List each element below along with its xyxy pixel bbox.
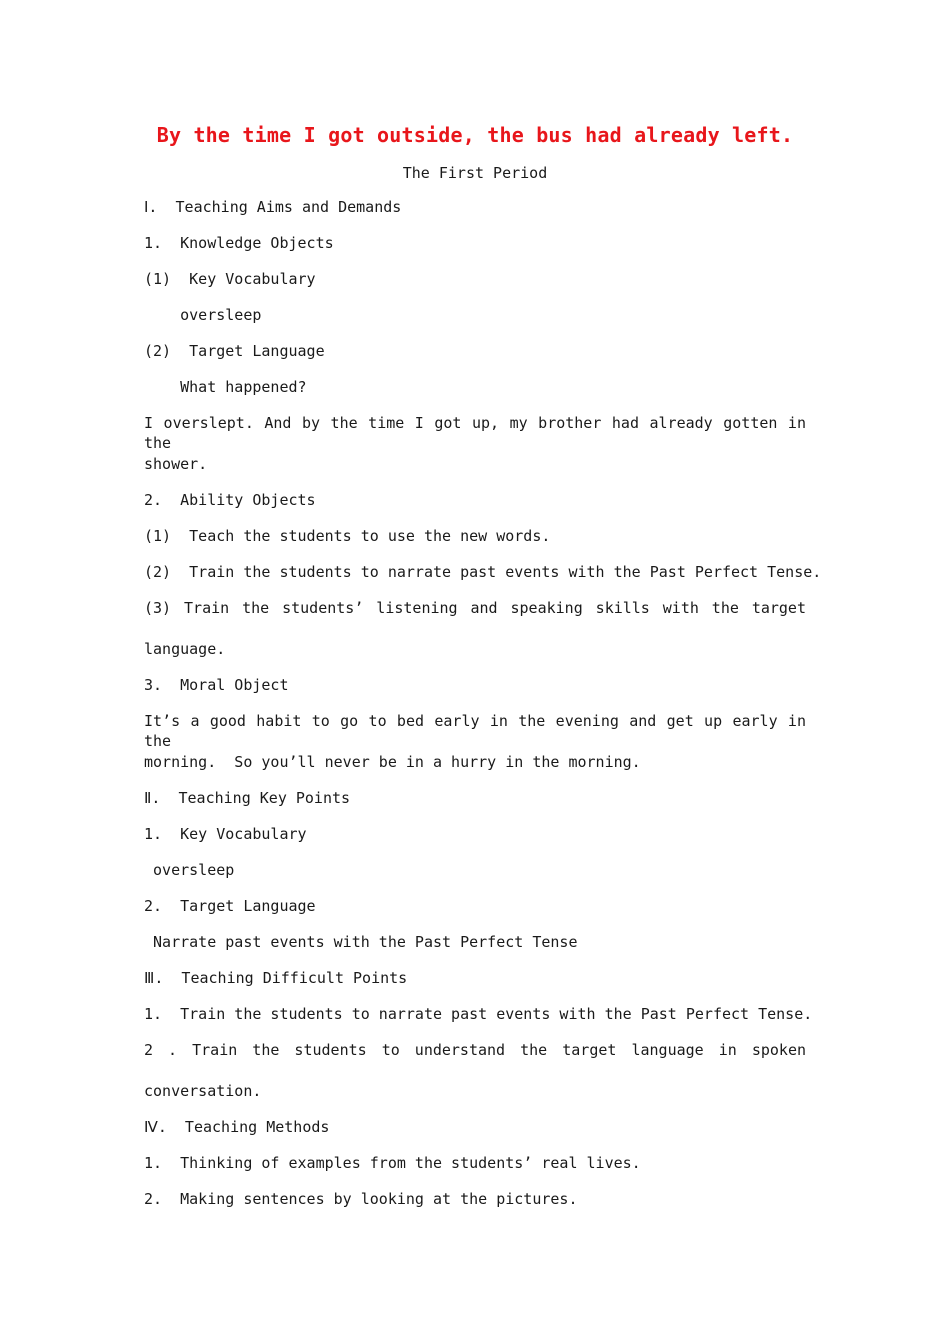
ability-item-2: (2) Train the students to narrate past events with the Past Perfect Tense.	[144, 563, 822, 581]
subsection-moral-object: 3. Moral Object	[144, 676, 289, 694]
period-subtitle: The First Period	[402, 164, 548, 182]
subsection-knowledge-objects: 1. Knowledge Objects	[144, 234, 334, 252]
ability-item-1: (1) Teach the students to use the new words.	[144, 527, 551, 545]
key-points-vocabulary: 1. Key Vocabulary	[144, 825, 307, 843]
section-heading-key-points: Ⅱ. Teaching Key Points	[144, 789, 351, 807]
item-key-vocabulary: (1) Key Vocabulary	[144, 270, 316, 288]
ability-item-3-line-1: (3) Train the students’ listening and speaking skills with the target	[144, 599, 806, 617]
key-points-narrate: Narrate past events with the Past Perfect Tense	[144, 933, 578, 951]
item-target-language: (2) Target Language	[144, 342, 325, 360]
difficult-point-2-line-2: conversation.	[144, 1082, 262, 1100]
method-1: 1. Thinking of examples from the students’ real lives.	[144, 1154, 641, 1172]
document-title: By the time I got outside, the bus had already left.	[156, 123, 794, 147]
subsection-ability-objects: 2. Ability Objects	[144, 491, 316, 509]
vocabulary-word: oversleep	[144, 306, 262, 324]
target-answer-line-2: shower.	[144, 455, 208, 473]
section-heading-methods: Ⅳ. Teaching Methods	[144, 1118, 330, 1136]
moral-text-line-2: morning. So you’ll never be in a hurry in the morning.	[144, 753, 641, 771]
key-points-target-language: 2. Target Language	[144, 897, 316, 915]
target-question: What happened?	[144, 378, 307, 396]
moral-text-line-1: It’s a good habit to go to bed early in the evening and get up early in the	[144, 712, 806, 750]
method-2: 2. Making sentences by looking at the pictures.	[144, 1190, 578, 1208]
ability-item-3-line-2: language.	[144, 640, 226, 658]
difficult-point-2-line-1: 2 . Train the students to understand the target language in spoken	[144, 1041, 806, 1059]
key-points-word: oversleep	[144, 861, 235, 879]
section-heading-difficult-points: Ⅲ. Teaching Difficult Points	[144, 969, 408, 987]
target-answer-line-1: I overslept. And by the time I got up, my brother had already gotten in the	[144, 414, 806, 452]
section-heading-aims: Ⅰ. Teaching Aims and Demands	[144, 198, 402, 216]
difficult-point-1: 1. Train the students to narrate past events with the Past Perfect Tense.	[144, 1005, 813, 1023]
